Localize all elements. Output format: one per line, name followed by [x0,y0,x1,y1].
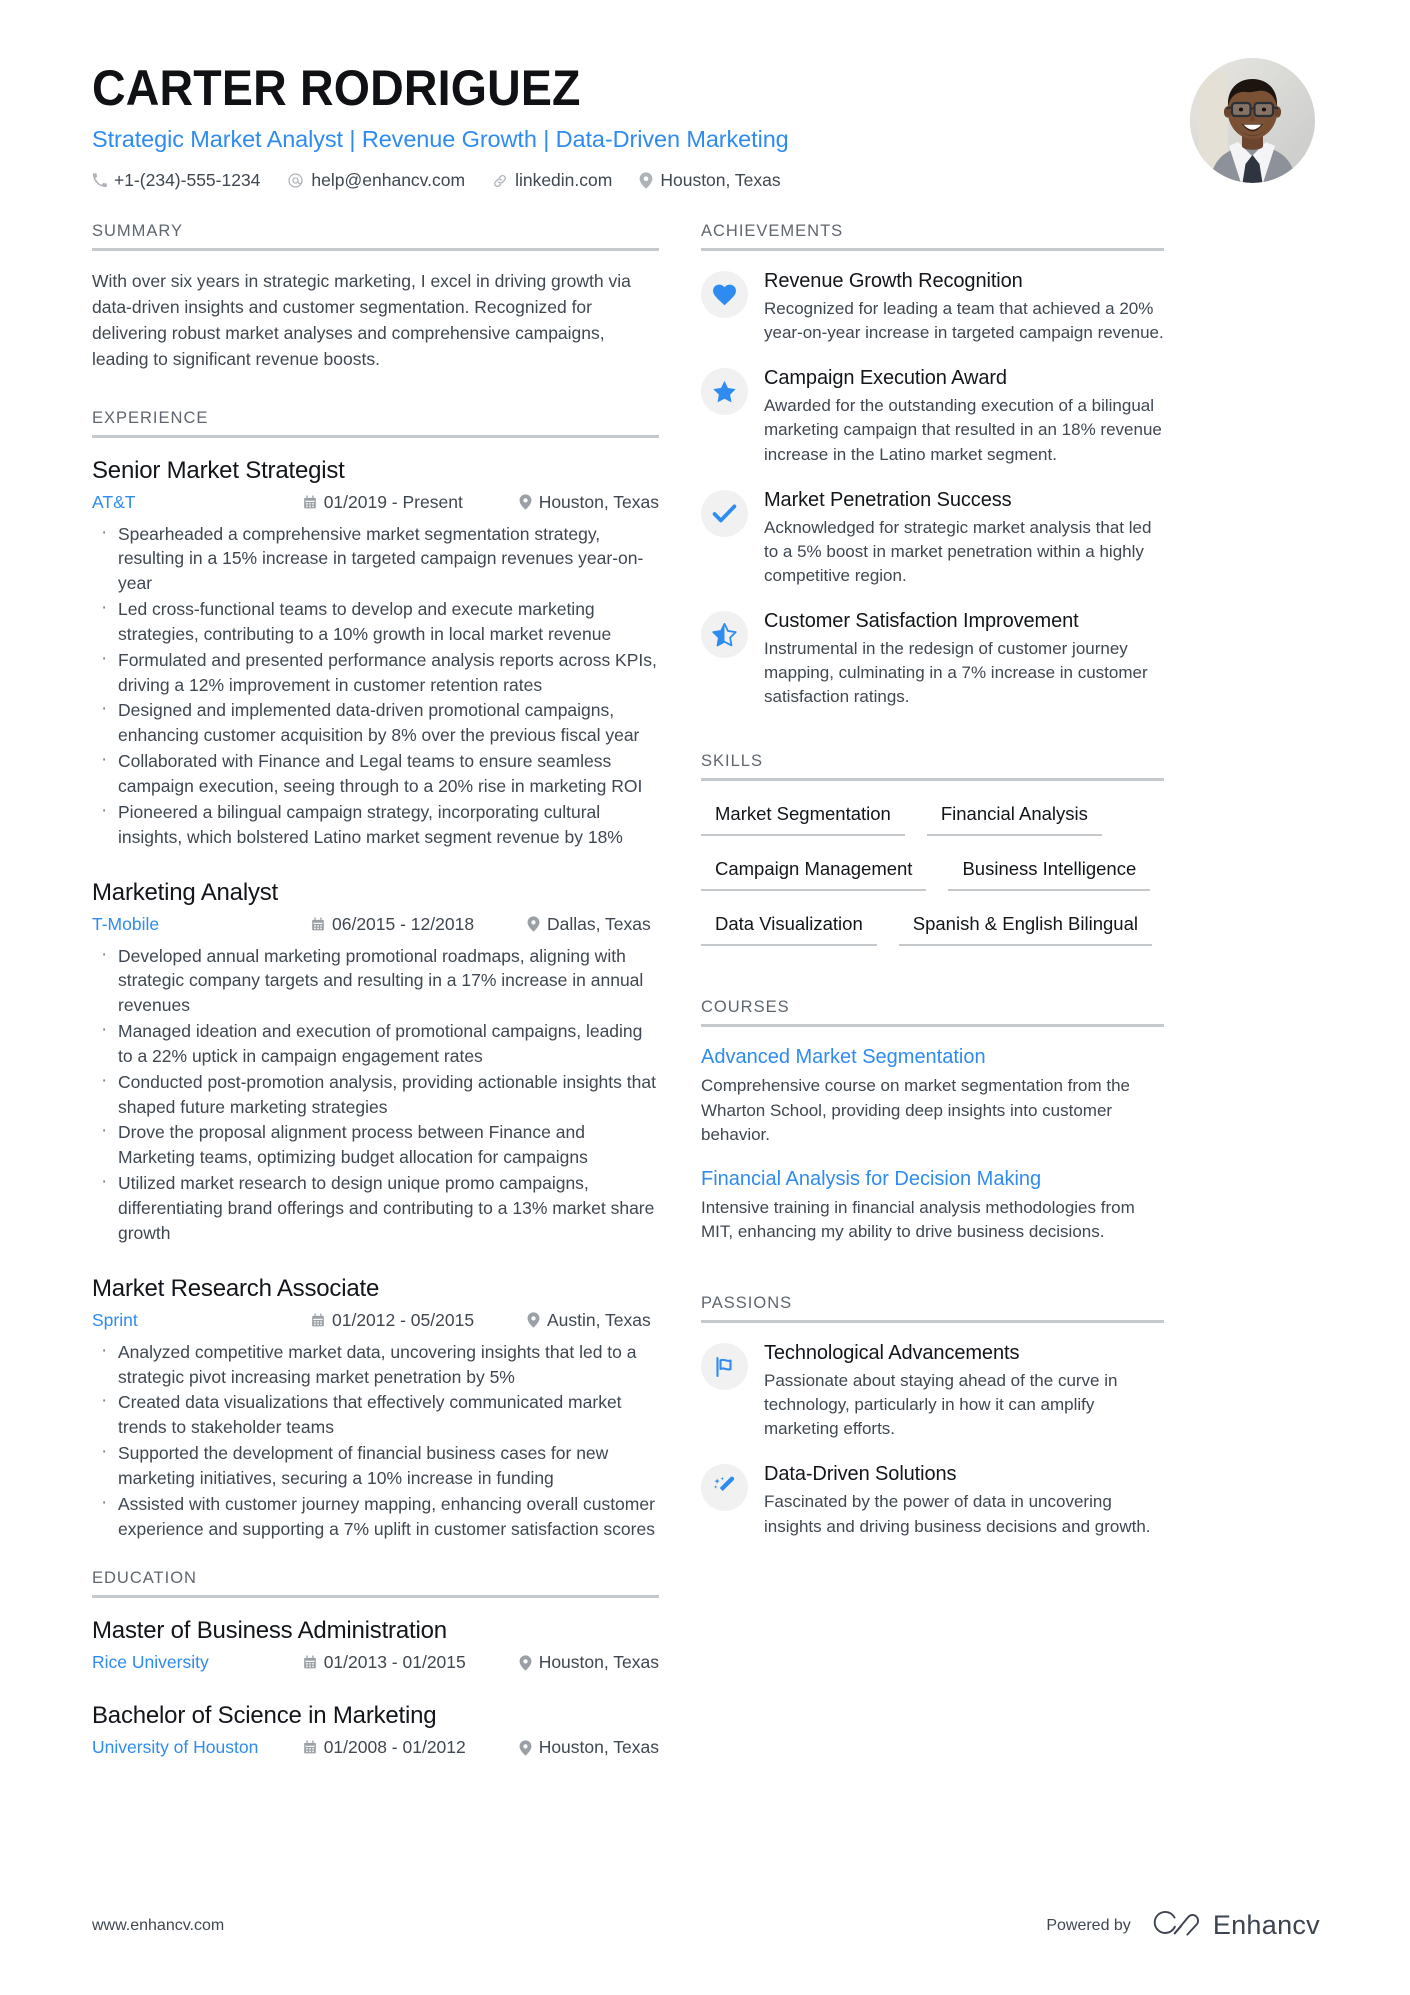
experience-job-title: Market Research Associate [92,1274,380,1302]
education-date [303,1652,493,1673]
contact-phone [92,170,260,191]
check-icon [701,490,748,537]
experience-entry [92,1274,659,1542]
calendar-icon [311,1313,325,1328]
bullet-item: · Formulated and presented performance analysis reports across KPIs, driving a 12% improvement in customer retention rates [92,648,659,698]
skill-tag: Campaign Management [701,854,926,891]
link-icon [492,173,508,189]
bullet-item: · Spearheaded a comprehensive market segmentation strategy, resulting in a 15% increase in targeted campaign revenues year-on-year [92,522,659,597]
contact-row [92,170,1320,191]
bullet-item: · Led cross-functional teams to develop and execute marketing strategies, contributing to a 10% growth in local market revenue [92,597,659,647]
course-item [701,1167,1164,1244]
achievement-item [701,269,1164,345]
star-icon [701,368,748,415]
bullet-item: · Managed ideation and execution of promotional campaigns, leading to a 22% uptick in campaign engagement rates [92,1019,659,1069]
experience-location [527,914,659,935]
section-courses [701,998,1164,1244]
education-degree: Bachelor of Science in Marketing [92,1702,437,1730]
experience-location-text: Houston, Texas [538,491,659,512]
course-item [701,1045,1164,1146]
heart-icon [701,271,748,318]
bullet-item: · Collaborated with Finance and Legal teams to ensure seamless campaign execution, seeing through to a 20% rise in marketing ROI [92,749,659,799]
section-rule [92,1595,659,1598]
section-title-skills: SKILLS [701,752,763,771]
calendar-icon [311,917,325,932]
education-meta [92,1737,659,1758]
bullet-item: · Analyzed competitive market data, uncovering insights that led to a strategic pivot increasing market penetration by 5% [92,1340,659,1390]
experience-job-title: Marketing Analyst [92,878,279,906]
experience-location-text: Dallas, Texas [547,913,651,934]
experience-bullets [92,1340,659,1542]
footer-branding [1046,1908,1320,1943]
section-rule [92,435,659,438]
section-title-courses: COURSES [701,998,790,1017]
section-rule [701,248,1164,251]
section-rule [701,778,1164,781]
bullet-item: · Utilized market research to design unique promo campaigns, differentiating brand offerings and contributing to a 13% market share growth [92,1171,659,1246]
experience-meta [92,1310,659,1331]
skill-tag: Business Intelligence [948,854,1150,891]
achievement-item [701,366,1164,466]
bullet-item: · Conducted post-promotion analysis, providing actionable insights that shaped future marketing strategies [92,1070,659,1120]
achievement-desc: Awarded for the outstanding execution of a bilingual marketing campaign that resulted in an 18% revenue increase in the Latino market segment. [764,396,1162,464]
powered-by-label: Powered by [1046,1916,1131,1934]
resume-header [0,0,1410,200]
calendar-icon [303,1655,317,1670]
location-icon [639,172,653,189]
skills-list [701,799,1164,964]
flag-icon [701,1343,748,1390]
summary-text: With over six years in strategic marketing, I excel in driving growth via data-driven insights and customer segmentation. Recognized for delivering robust market analyses and comprehensive campaigns, leading to significant revenue boosts. [92,271,631,369]
section-title-summary: SUMMARY [92,222,184,240]
location-icon [519,494,532,510]
experience-location [527,1310,659,1331]
experience-entry [92,456,659,850]
contact-phone-text: +1-(234)-555-1234 [114,170,261,191]
achievement-title: Revenue Growth Recognition [764,270,1023,292]
email-icon [287,172,304,189]
bullet-item: · Designed and implemented data-driven promotional campaigns, enhancing customer acquisition by 8% over the previous fiscal year [92,698,659,748]
education-date [303,1737,493,1758]
experience-date-text: 01/2019 - Present [323,491,463,512]
section-rule [701,1320,1164,1323]
experience-date-text: 06/2015 - 12/2018 [332,913,475,934]
experience-company[interactable]: Sprint [92,1309,138,1330]
experience-bullets [92,522,659,850]
education-date-text: 01/2008 - 01/2012 [323,1737,466,1758]
bullet-item: · Pioneered a bilingual campaign strategy, incorporating cultural insights, which bolstered Latino market segment revenue by 18% [92,800,659,850]
experience-bullets [92,944,659,1246]
spacer [701,1264,1164,1294]
contact-location-text: Houston, Texas [660,170,781,191]
section-rule [92,248,659,251]
education-degree: Master of Business Administration [92,1617,447,1645]
section-title-education: EDUCATION [92,1569,197,1588]
education-location [519,1652,659,1673]
section-education [92,1569,659,1758]
avatar [1190,58,1315,183]
calendar-icon [303,495,317,510]
left-column [92,222,659,1786]
passion-item [701,1462,1164,1538]
achievement-title: Campaign Execution Award [764,367,1007,390]
resume-body [0,222,1410,1786]
section-title-experience: EXPERIENCE [92,408,209,427]
phone-icon [92,173,107,188]
passion-desc: Fascinated by the power of data in uncovering insights and driving business decisions and growth. [764,1492,1151,1536]
skill-tag: Spanish & English Bilingual [899,909,1152,946]
enhancv-logo [1147,1908,1320,1943]
education-meta [92,1652,659,1673]
achievement-desc: Instrumental in the redesign of customer journey mapping, culminating in a 7% increase in customer satisfaction ratings. [764,639,1148,707]
experience-location [519,492,659,513]
location-icon [527,916,540,932]
course-desc: Comprehensive course on market segmentation from the Wharton School, providing deep insights into customer behavior. [701,1076,1130,1144]
experience-company[interactable]: T-Mobile [92,913,160,934]
location-icon [519,1655,532,1671]
bullet-item: · Created data visualizations that effectively communicated market trends to stakeholder teams [92,1390,659,1440]
magic-wand-icon [701,1464,748,1511]
achievement-item [701,488,1164,588]
experience-job-title: Senior Market Strategist [92,456,345,484]
contact-email-text: help@enhancv.com [311,170,466,191]
education-school[interactable]: Rice University [92,1652,209,1673]
calendar-icon [303,1740,317,1755]
half-star-icon [701,611,748,658]
enhancv-mark-icon [1147,1908,1203,1943]
experience-location-text: Austin, Texas [547,1309,651,1330]
enhancv-wordmark: Enhancv [1212,1910,1320,1940]
course-title[interactable]: Financial Analysis for Decision Making [701,1167,1042,1190]
education-date-text: 01/2013 - 01/2015 [323,1652,466,1673]
bullet-item: · Supported the development of financial business cases for new marketing initiatives, securing a 10% increase in funding [92,1441,659,1491]
section-title-achievements: ACHIEVEMENTS [701,222,844,240]
experience-company[interactable]: AT&T [92,491,136,512]
bullet-item: · Assisted with customer journey mapping, enhancing overall customer experience and supporting a 7% uplift in customer satisfaction scores [92,1492,659,1542]
bullet-item: · Developed annual marketing promotional roadmaps, aligning with strategic company targets and resulting in a 17% increase in annual revenues [92,944,659,1019]
course-title[interactable]: Advanced Market Segmentation [701,1046,986,1069]
right-column [701,222,1164,1786]
skill-tag: Data Visualization [701,909,877,946]
page-title: CARTER RODRIGUEZ [92,60,581,116]
achievement-desc: Recognized for leading a team that achieved a 20% year-on-year increase in targeted campaign revenue. [764,299,1164,343]
experience-date [311,1310,501,1331]
education-entry [92,1616,659,1673]
spacer [701,730,1164,752]
section-rule [701,1024,1164,1027]
experience-date-text: 01/2012 - 05/2015 [332,1309,475,1330]
section-title-passions: PASSIONS [701,1294,793,1312]
footer-website[interactable]: www.enhancv.com [92,1916,225,1934]
skill-tag: Market Segmentation [701,799,905,836]
contact-location [639,170,780,191]
education-school[interactable]: University of Houston [92,1737,259,1758]
achievement-item [701,609,1164,709]
achievement-title: Customer Satisfaction Improvement [764,610,1079,632]
contact-link-text: linkedin.com [515,170,613,191]
experience-meta [92,914,659,935]
section-experience [92,409,659,1542]
achievement-desc: Acknowledged for strategic market analysis that led to a 5% boost in market penetration within a highly competitive region. [764,517,1152,585]
passion-title: Data-Driven Solutions [764,1463,957,1486]
location-icon [519,1740,532,1756]
headline: Strategic Market Analyst | Revenue Growth | Data-Driven Marketing [92,126,789,152]
contact-email [287,170,465,191]
skill-tag: Financial Analysis [927,799,1102,836]
section-skills [701,752,1164,964]
bullet-item: · Drove the proposal alignment process between Finance and Marketing teams, optimizing budget allocation for campaigns [92,1120,659,1170]
education-location-text: Houston, Texas [538,1737,659,1758]
education-location-text: Houston, Texas [538,1652,659,1673]
experience-entry [92,878,659,1246]
course-desc: Intensive training in financial analysis methodologies from MIT, enhancing my ability to drive business decisions. [701,1197,1135,1241]
experience-date [303,492,493,513]
passion-item [701,1341,1164,1441]
passion-title: Technological Advancements [764,1342,1020,1364]
location-icon [527,1312,540,1328]
footer [0,1908,1410,1943]
section-summary [92,222,659,373]
experience-meta [92,492,659,513]
section-passions [701,1294,1164,1539]
achievement-title: Market Penetration Success [764,488,1012,511]
section-achievements [701,222,1164,709]
education-entry [92,1701,659,1758]
education-location [519,1737,659,1758]
passion-desc: Passionate about staying ahead of the curve in technology, particularly in how it can amplify marketing efforts. [764,1371,1118,1439]
contact-link[interactable] [492,170,612,191]
experience-date [311,914,501,935]
